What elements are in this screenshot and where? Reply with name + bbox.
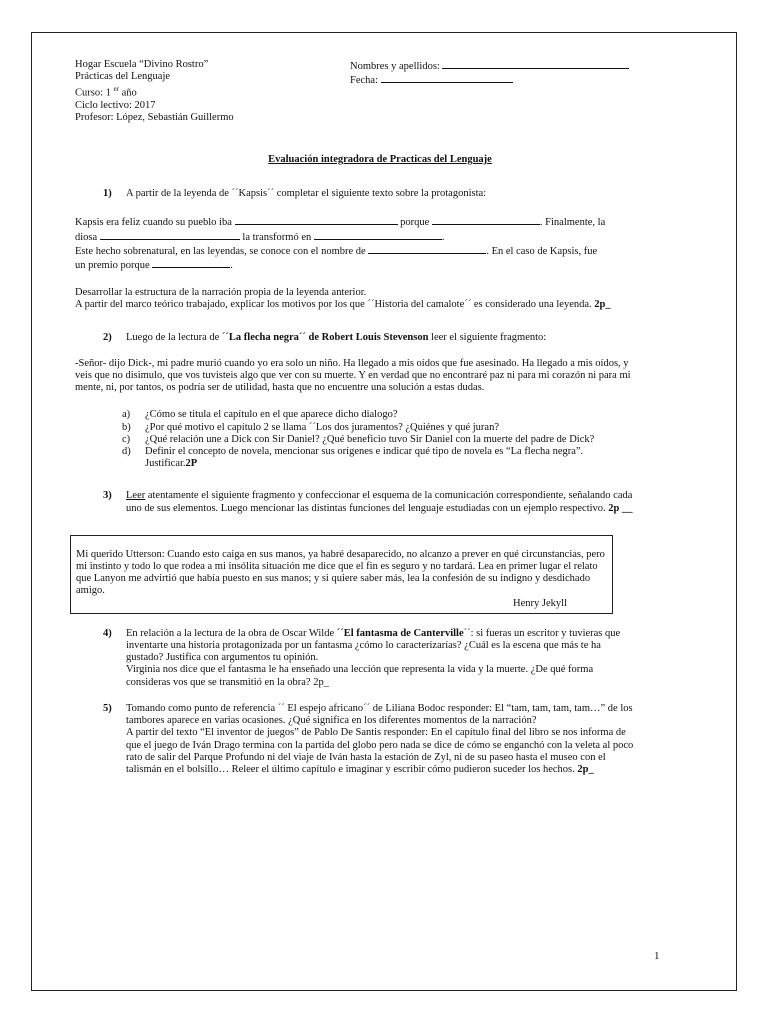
question-2-text: Luego de la lectura de ´´La flecha negra´´ de Robert Louis Stevenson leer el siguiente fragmento: — [126, 331, 547, 343]
question-1-extra: Desarrollar la estructura de la narración propia de la leyenda anterior. A partir del marco teórico trabajado, explicar los motivos por los que ´´Historia del camalote´´ es considerado una leyenda. 2p_ — [75, 287, 611, 311]
document-content — [75, 59, 635, 776]
date-field[interactable]: Fecha: — [350, 73, 629, 87]
school-year: Ciclo lectivo: 2017 — [75, 100, 156, 112]
name-field[interactable]: Nombres y apellidos: — [350, 59, 629, 73]
list-item: b) ¿Por qué motivo el capítulo 2 se llama ´´Los dos juramentos? ¿Quiénes y qué juran? — [122, 421, 499, 433]
date-blank[interactable] — [381, 73, 513, 83]
subject: Prácticas del Lenguaje — [75, 71, 171, 83]
question-4-text: En relación a la lectura de la obra de Oscar Wilde ´´El fantasma de Canterville´´: si fueras un escritor y tuvieras que inventarte una historia protagonizada por un fantasma ¿cómo lo caracterizarías? ¿Cuál es la escena que más te ha gustado? Justifica con argumentos tu opinión. Virginia nos dice que el fantasma le ha enseñado una lección que representa la vida y la muerte. ¿De qué forma consideras vos que se transmitió en la obra? 2p_ — [126, 627, 621, 688]
header-left — [75, 59, 234, 125]
question-3-text: Leer atentamente el siguiente fragmento y confeccionar el esquema de la comunicación correspondiente, señalando cada uno de sus elementos. Luego mencionar las distintas funciones del lenguaje estudiadas con un ejemplo respectivo. 2p __ — [126, 490, 633, 514]
name-blank[interactable] — [442, 59, 629, 69]
blank-3[interactable] — [100, 230, 240, 240]
question-3-number: 3) — [103, 490, 112, 502]
question-4-number: 4) — [103, 627, 112, 639]
blank-2[interactable] — [432, 215, 540, 225]
question-2-items — [122, 409, 635, 470]
list-item: d) Definir el concepto de novela, mencionar sus orígenes e indicar qué tipo de novela es “La flecha negra”. Justificar.2P — [122, 446, 584, 470]
question-2-number: 2) — [103, 331, 112, 343]
question-5-head — [103, 703, 635, 776]
list-item: c) ¿Qué relación une a Dick con Sir Daniel? ¿Qué beneficio tuvo Sir Daniel con la muerte del padre de Dick? — [122, 433, 595, 445]
question-4-head — [103, 628, 635, 689]
dialogue-fragment: -Señor- dijo Dick-, mi padre murió cuando yo era solo un niño. Ha llegado a mis oídos que fue asesinado. Ha llegado a mis oídos, y veis que no disimulo, que vos tuvisteis algo que ver con su muerte. Y en verdad que no encontraré paz ni para mi corazón ni para mi mente, ni, por tantos, os podría ser de utilidad, hasta que no encuentre una solución a estas dudas. — [75, 357, 631, 394]
question-3-head — [103, 490, 635, 514]
list-item: a) ¿Cómo se titula el capítulo en el que aparece dicho dialogo? — [122, 409, 398, 421]
question-5-text: Tomando como punto de referencia ´´ El espejo africano´´ de Liliana Bodoc responder: El “tam, tam, tam, tam…” de los tambores aparece en varias ocasiones. ¿Qué significa en los diferentes momentos de la narración? A partir del texto “El inventor de juegos” de Pablo De Santis responder: En el capítulo final del libro se nos informa de que el juego de Iván Drago termina con la partida del globo pero nada se dice de cómo se enganchó con la veleta al poco rato de salir del Parque Profundo ni del viaje de Iván hasta la estación de Zyl, ni de su paseo hasta el museo con el talismán en el bolsillo… Releer el último capítulo e imaginar y escribir cómo pudieron suceder los hechos. 2p_ — [126, 702, 634, 775]
header-right — [350, 59, 629, 87]
school-name: Hogar Escuela “Divino Rostro” — [75, 59, 209, 70]
header — [75, 59, 635, 129]
page-number: 1 — [654, 950, 660, 962]
page-title: Evaluación integradora de Practicas del Lenguaje — [268, 154, 492, 165]
blank-5[interactable] — [368, 244, 486, 254]
question-1-fill-text: Kapsis era feliz cuando su pueblo iba porque . Finalmente, la diosa la transformó en . Este hecho sobrenatural, en las leyendas, se conoce con el nombre de . En el caso de Kapsis, fue un premio porque . — [75, 217, 606, 272]
letter-signature: Henry Jekyll — [513, 597, 567, 609]
question-2-head — [103, 332, 635, 344]
question-1-text: A partir de la leyenda de ´´Kapsis´´ completar el siguiente texto sobre la protagonista: — [126, 188, 487, 200]
teacher: Profesor: López, Sebastián Guillermo — [75, 112, 234, 124]
question-1-head — [103, 188, 635, 200]
blank-1[interactable] — [235, 215, 398, 225]
course: Curso: 1 $^{er}$ año — [75, 85, 137, 99]
blank-4[interactable] — [314, 230, 442, 240]
letter-quote-box — [70, 535, 613, 614]
question-1-number: 1) — [103, 188, 112, 200]
blank-6[interactable] — [152, 258, 230, 268]
letter-quote: Mi querido Utterson: Cuando esto caiga en sus manos, ya habré desaparecido, no alcanzo a prever en qué circunstancias, pero mi instinto y todo lo que rodea a mi insólita situación me dice que el fin es seguro y no tardará. Lea en primer lugar el relato que Lanyon me advirtió que había puesto en sus manos; y si quiere saber más, lea la confesión de su indigno y desdichado amigo. — [76, 548, 605, 597]
question-5-number: 5) — [103, 702, 112, 714]
